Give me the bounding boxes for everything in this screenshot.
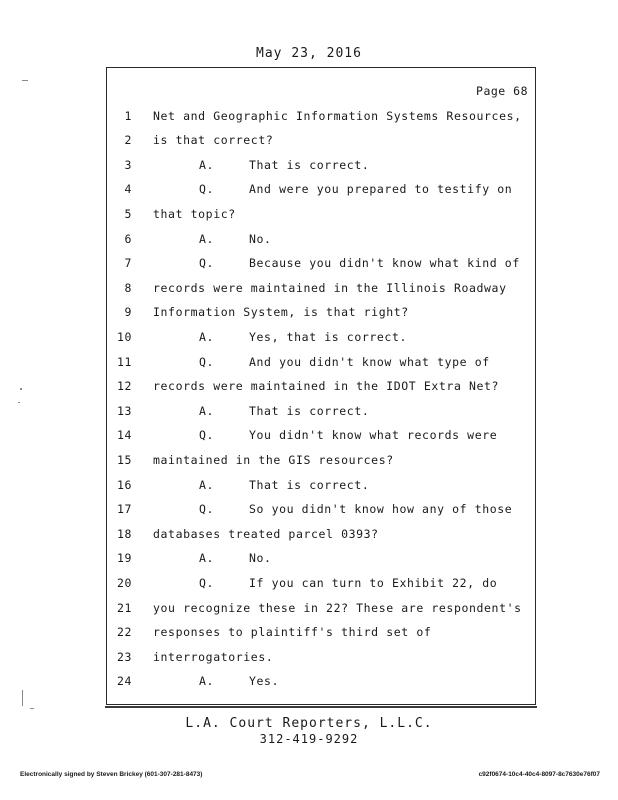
line-number: 14 [116,428,132,443]
line-text [153,453,394,467]
line-text [153,109,522,123]
transcript-line [106,158,536,178]
line-body: Yes, that is correct. [249,330,407,344]
line-text [199,404,369,418]
transcript-line [106,502,536,522]
line-number: 19 [116,551,132,566]
speaker-label: A. [199,551,215,566]
reporter-company: L.A. Court Reporters, L.L.C. [185,716,433,731]
line-number: 12 [116,379,132,394]
line-text [153,527,379,541]
line-number: 16 [116,477,132,492]
line-body: you recognize these in 22? These are respondent's [153,600,522,615]
transcript-line [106,109,536,129]
speaker-label: Q. [199,576,215,590]
speaker-label: A. [199,674,215,689]
speaker-label: Q. [199,502,215,517]
speaker-label: Q. [199,354,215,369]
transcript-line [106,379,536,399]
line-text [153,379,499,393]
line-number: 18 [116,526,132,541]
line-number: 1 [124,108,132,123]
line-text [153,601,522,615]
transcript-line [106,305,536,325]
line-number: 6 [124,231,132,246]
transcript-line [106,551,536,571]
transcript-line [106,355,536,375]
deposition-date: May 23, 2016 [256,46,362,61]
transcript-line [106,330,536,350]
line-body: No. [249,551,272,566]
line-body: And were you prepared to testify on [249,182,513,197]
transcript-line [106,453,536,473]
line-text [199,551,272,565]
line-text [153,650,273,664]
line-text [199,330,407,344]
line-text [199,232,272,246]
line-number: 10 [116,330,132,344]
line-number: 20 [116,576,132,590]
line-body: Because you didn't know what kind of [249,256,520,271]
line-body: is that correct? [153,133,274,148]
transcript-line [106,232,536,252]
speaker-label: A. [199,330,215,344]
transcript-line [106,207,536,227]
transcript-line [106,478,536,498]
speaker-label: A. [199,403,215,418]
transcript-line [106,650,536,670]
speaker-label: Q. [199,182,215,197]
line-number: 23 [116,649,132,664]
line-text [153,133,273,147]
line-text [199,158,369,172]
page-number: Page 68 [476,84,528,98]
line-number: 5 [124,207,132,221]
line-text [153,305,409,319]
speaker-label: A. [199,477,215,492]
line-text [153,281,507,295]
line-number: 17 [116,502,132,517]
line-number: 9 [124,305,132,320]
line-body: that topic? [153,207,236,221]
transcript-line [106,576,536,596]
line-number: 2 [124,133,132,148]
scan-speck [22,80,28,81]
line-text [199,674,279,688]
scan-speck [22,690,23,706]
transcript-line [106,256,536,276]
line-body: And you didn't know what type of [249,354,490,369]
line-body: So you didn't know how any of those [249,502,513,517]
speaker-label: Q. [199,428,215,443]
line-number: 3 [124,157,132,172]
line-body: Yes. [249,674,280,689]
line-text [199,428,497,442]
transcript-line [106,404,536,424]
line-body: That is correct. [249,157,370,172]
line-text [153,207,236,221]
line-number: 21 [116,600,132,615]
line-body: maintained in the GIS resources? [153,453,394,467]
line-body: No. [249,231,272,246]
transcript-line [106,133,536,153]
line-body: databases treated parcel 0393? [153,526,379,541]
transcript-line [106,674,536,694]
line-body: records were maintained in the IDOT Extra Net? [153,379,500,394]
line-body: responses to plaintiff's third set of [153,625,432,640]
line-body: If you can turn to Exhibit 22, do [249,576,498,590]
line-number: 7 [124,256,132,271]
line-text [199,576,497,590]
line-body: interrogatories. [153,649,274,664]
speaker-label: A. [199,231,215,246]
transcript-line [106,428,536,448]
line-text [153,625,431,639]
line-body: That is correct. [249,403,370,418]
transcript-line [106,281,536,301]
scan-speck [20,388,22,390]
line-number: 11 [116,354,132,369]
scan-speck [18,402,20,403]
line-body: That is correct. [249,477,370,492]
speaker-label: A. [199,157,215,172]
document-hash: c92f0674-10c4-40c4-8097-8c7630e76f07 [478,771,600,778]
transcript-line [106,527,536,547]
speaker-label: Q. [199,256,215,271]
line-number: 8 [124,280,132,295]
line-body: You didn't know what records were [249,428,498,443]
line-body: Information System, is that right? [153,305,409,320]
line-text [199,478,369,492]
line-number: 13 [116,403,132,418]
scan-speck [30,708,34,709]
electronic-signature-note: Electronically signed by Steven Brickey (601-307-281-8473) [20,771,203,778]
reporter-phone: 312-419-9292 [259,732,359,746]
transcript-line [106,182,536,202]
transcript-line [106,601,536,621]
line-body: records were maintained in the Illinois Roadway [153,280,507,295]
line-body: Net and Geographic Information Systems Resources, [153,108,522,123]
line-number: 15 [116,453,132,467]
line-text [199,355,490,369]
line-text [199,502,512,516]
transcript-line [106,625,536,645]
line-number: 22 [116,625,132,640]
line-number: 4 [124,182,132,197]
line-number: 24 [116,674,132,689]
line-text [199,182,512,196]
line-text [199,256,520,270]
